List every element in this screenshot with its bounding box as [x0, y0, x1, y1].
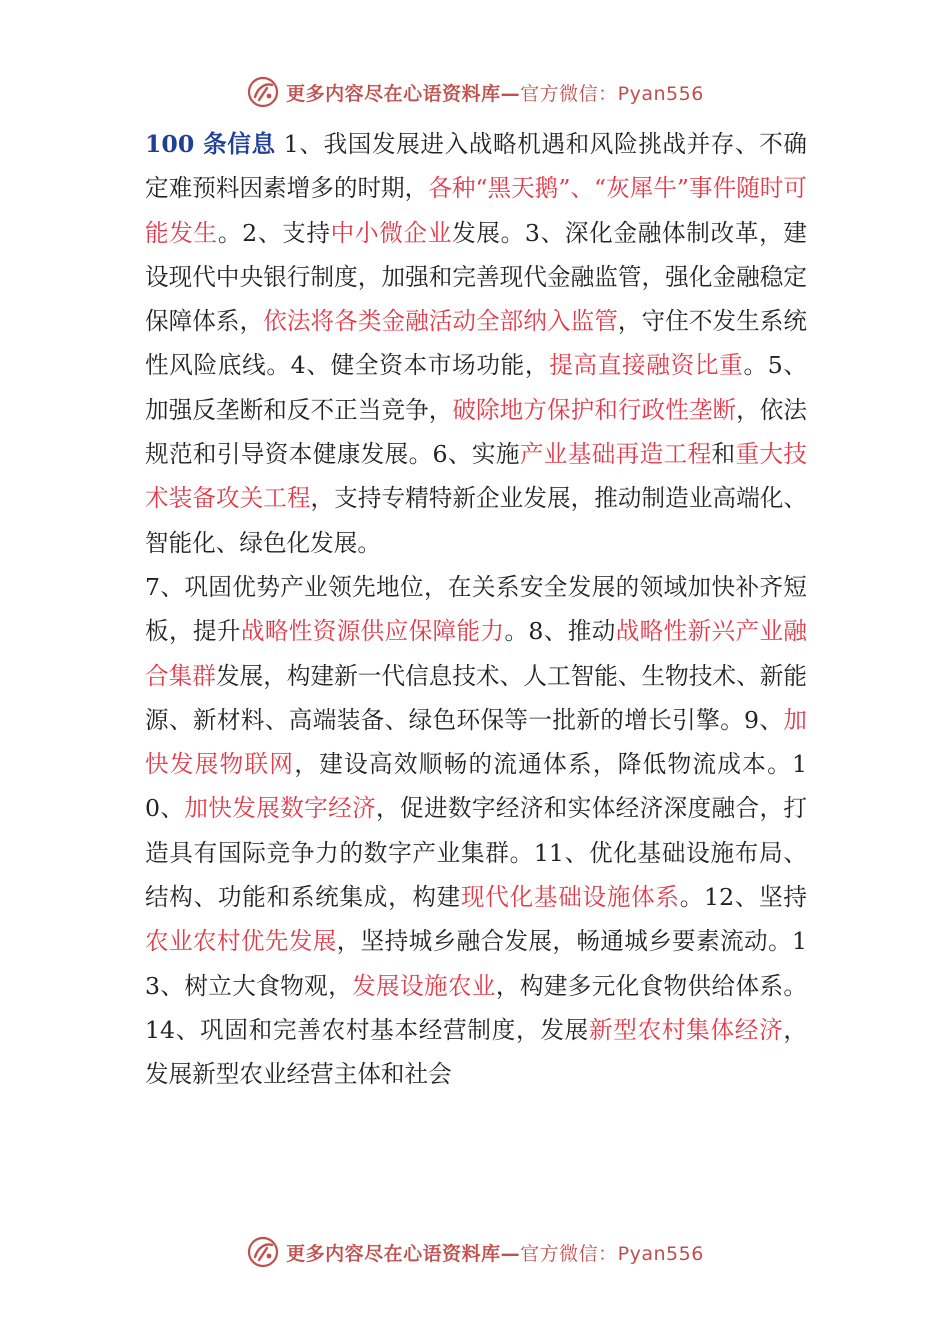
text-run: 发展，构建新一代信息技术、人工智能、生物技术、新能源、新材料、高端装备、绿色环保等一批新的增长引擎。9、: [145, 661, 808, 734]
text-run: ，坚持城乡融合发展，畅通城乡要素流动。13、树立大食物观，: [145, 927, 807, 1000]
banner-library-text: 更多内容尽在心语资料库: [286, 82, 501, 105]
header-banner: [0, 72, 950, 112]
highlighted-phrase: 现代化基础设施体系: [460, 883, 680, 912]
text-run: 。5、加强反垄断和反不正当竞争，: [145, 351, 808, 424]
highlighted-phrase: 提高直接融资比重: [549, 351, 744, 380]
banner-text: [286, 1239, 704, 1266]
text-run: 和: [711, 440, 736, 469]
highlighted-phrase: 中小微企业: [330, 218, 453, 247]
brand-logo-icon: [246, 75, 280, 109]
highlighted-phrase: 各种“黑天鹅”、“灰犀牛”事件随时可能发生: [145, 174, 808, 247]
highlighted-phrase: 依法将各类金融活动全部纳入监管: [263, 307, 618, 336]
paragraph-1: [145, 122, 807, 565]
text-run: 。2、支持: [217, 218, 331, 247]
highlighted-phrase: 发展设施农业: [352, 971, 496, 1000]
text-run: 1、我国发展进入战略机遇和风险挑战并存、不确定难预料因素增多的时期，: [145, 130, 807, 203]
text-run: 。12、坚持: [679, 883, 807, 912]
footer-banner: [0, 1232, 950, 1272]
text-run: ，发展新型农业经营主体和社会: [145, 1015, 807, 1089]
highlighted-phrase: 产业基础再造工程: [519, 440, 712, 469]
text-run: 7、巩固优势产业领先地位，在关系安全发展的领域加快补齐短板，提升: [145, 572, 807, 646]
text-run: ，建设高效顺畅的流通体系，降低物流成本。10、: [145, 750, 808, 823]
paragraph-2: [145, 565, 807, 1097]
text-run: ，构建多元化食物供给体系。14、巩固和完善农村基本经营制度，发展: [145, 971, 808, 1044]
highlighted-phrase: 加快发展数字经济: [184, 794, 377, 823]
paragraph-1-text: [145, 130, 807, 557]
highlighted-phrase: 新型农村集体经济: [588, 1015, 784, 1044]
banner-dash: —: [500, 82, 521, 105]
highlighted-phrase: 破除地方保护和行政性垄断: [452, 395, 737, 424]
text-run: ，依法规范和引导资本健康发展。6、实施: [145, 395, 808, 469]
highlighted-phrase: 重大技术装备攻关工程: [145, 440, 808, 513]
banner-text: [286, 79, 704, 106]
text-run: ，支持专精特新企业发展，推动制造业高端化、智能化、绿色化发展。: [145, 484, 808, 557]
text-run: 发展。3、深化金融体制改革，建设现代中央银行制度，加强和完善现代金融监管，强化金融稳定保障体系，: [145, 218, 808, 336]
highlighted-phrase: 战略性资源供应保障能力: [240, 617, 505, 646]
banner-wechat-text: 官方微信：Pyan556: [520, 1242, 704, 1265]
document-body: [145, 122, 807, 1097]
section-heading: 100 条信息: [145, 130, 276, 158]
brand-logo-icon: [246, 1235, 280, 1269]
text-run: ，守住不发生系统性风险底线。4、健全资本市场功能，: [145, 307, 808, 380]
highlighted-phrase: 战略性新兴产业融合集群: [145, 617, 808, 690]
highlighted-phrase: 加快发展物联网: [145, 705, 807, 779]
highlighted-phrase: 农业农村优先发展: [145, 927, 337, 956]
banner-dash: —: [500, 1242, 521, 1265]
text-run: ，促进数字经济和实体经济深度融合，打造具有国际竞争力的数字产业集群。11、优化基础设施布局、结构、功能和系统集成，构建: [145, 794, 807, 912]
banner-wechat-text: 官方微信：Pyan556: [520, 82, 704, 105]
banner-library-text: 更多内容尽在心语资料库: [286, 1242, 501, 1265]
text-run: 。8、推动: [504, 617, 616, 646]
